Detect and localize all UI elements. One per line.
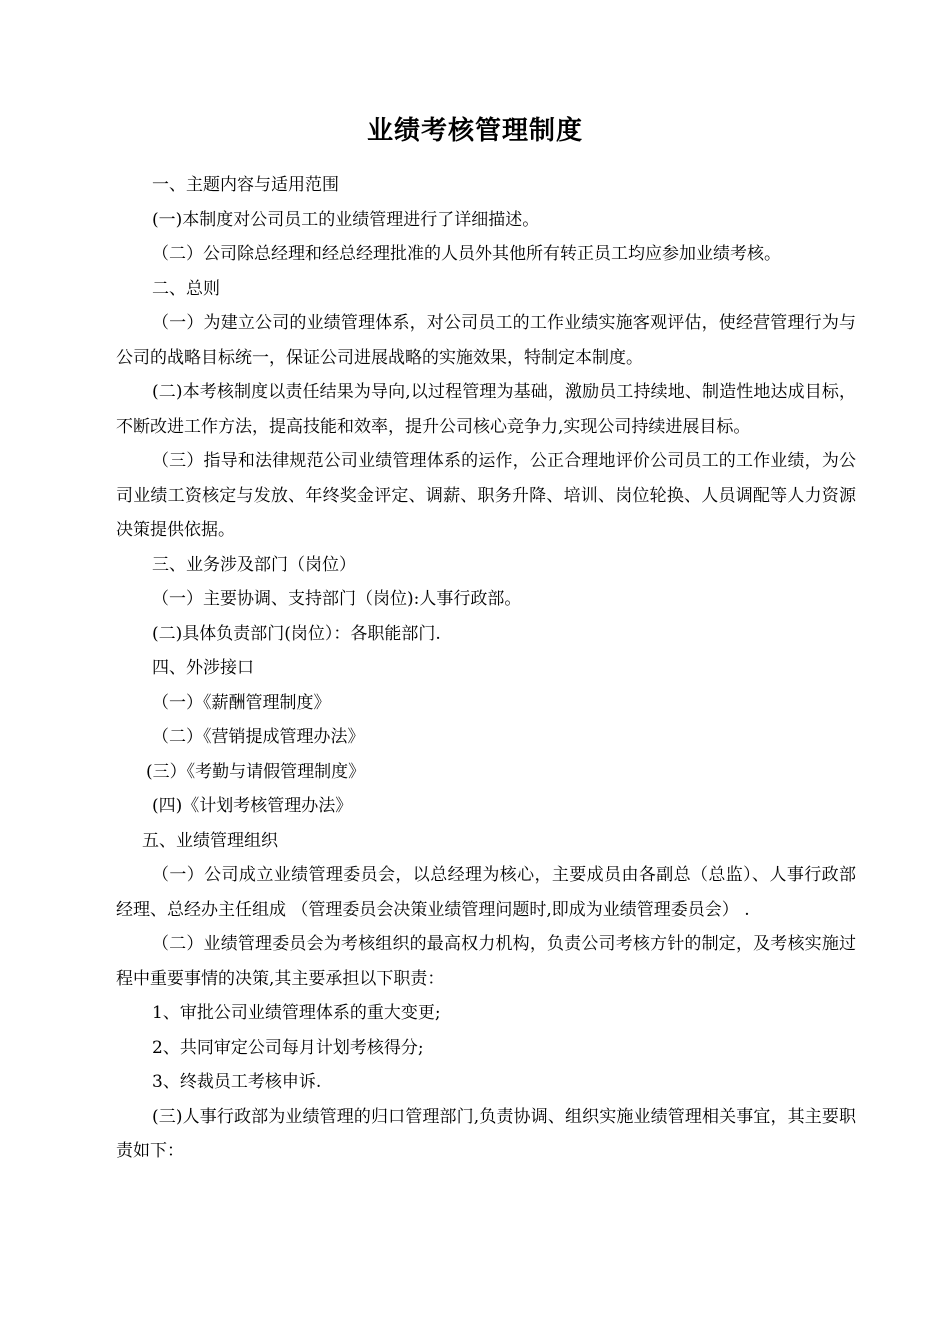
paragraph-2-2: (二)本考核制度以责任结果为导向,以过程管理为基础，激励员工持续地、制造性地达成目标，不断改进工作方法，提高技能和效率，提升公司核心竞争力,实现公司持续进展目标。 [116,382,856,437]
paragraph-2-3: （三）指导和法律规范公司业绩管理体系的运作，公正合理地评价公司员工的工作业绩，为公司业绩工资核定与发放、年终奖金评定、调薪、职务升降、培训、岗位轮换、人员调配等人力资源决策提供依据。 [116,451,856,540]
interface-item-3: (三）《考勤与请假管理制度》 [146,761,366,782]
paragraph-2-1: （一）为建立公司的业绩管理体系，对公司员工的工作业绩实施客观评估，使经营管理行为与公司的战略目标统一，保证公司进展战略的实施效果，特制定本制度。 [116,313,856,368]
section-heading-5: 五、业绩管理组织 [142,830,278,851]
document-title: 业绩考核管理制度 [366,116,583,146]
interface-item-4: (四)《计划考核管理办法》 [152,796,353,816]
paragraph-1-2: （二）公司除总经理和经总经理批准的人员外其他所有转正员工均应参加业绩考核。 [152,244,781,264]
section-heading-1: 一、主题内容与适用范围 [152,175,339,195]
paragraph-5-2: （二）业绩管理委员会为考核组织的最高权力机构，负责公司考核方针的制定，及考核实施过程中重要事情的决策,其主要承担以下职责： [116,934,856,989]
paragraph-1-1: (一)本制度对公司员工的业绩管理进行了详细描述。 [152,209,540,230]
paragraph-5-3: (三)人事行政部为业绩管理的归口管理部门,负责协调、组织实施业绩管理相关事宜，其主要职责如下： [116,1106,856,1161]
paragraph-3-1: （一）主要协调、支持部门（岗位):人事行政部。 [152,589,522,609]
section-heading-2: 二、总则 [152,278,220,299]
interface-item-1: （一）《薪酬管理制度》 [152,692,331,713]
paragraph-5-1: （一）公司成立业绩管理委员会，以总经理为核心，主要成员由各副总（总监）、人事行政部经理、总经办主任组成 （管理委员会决策业绩管理问题时,即成为业绩管理委员会） . [116,865,856,920]
duty-item-1: 1、审批公司业绩管理体系的重大变更; [152,1003,441,1023]
document-body [116,168,856,1169]
section-heading-4: 四、外涉接口 [152,658,254,678]
interface-item-2: （二）《营销提成管理办法》 [152,727,365,747]
section-heading-3: 三、业务涉及部门（岗位） [152,554,356,575]
duty-item-3: 3、终裁员工考核申诉. [152,1072,322,1092]
duty-item-2: 2、共同审定公司每月计划考核得分; [152,1037,424,1058]
paragraph-3-2: (二)具体负责部门(岗位）：各职能部门. [152,623,441,644]
